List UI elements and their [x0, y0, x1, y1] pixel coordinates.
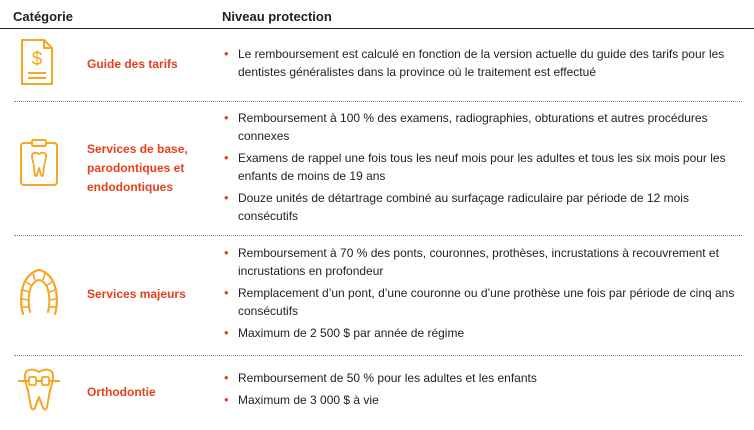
tooth-xray-icon	[19, 139, 59, 187]
row-divider	[14, 101, 742, 102]
list-item: • Examens de rappel une fois tous les neuf mois pour les adultes et tous les six mois pour les enfants de moins de 19 ans	[222, 149, 742, 185]
row-divider	[14, 235, 742, 236]
column-header-level: Niveau protection	[222, 9, 332, 24]
category-label: Guide des tarifs	[87, 57, 178, 71]
list-item: • Remboursement à 100 % des examens, radiographies, obturations et autres procédures connexes	[222, 109, 742, 145]
list-item: • Remplacement d’un pont, d’une couronne ou d’une prothèse une fois par période de cinq ans consécutifs	[222, 284, 742, 320]
dental-arch-icon	[17, 268, 61, 318]
list-item: • Douze unités de détartrage combiné au surfaçage radiculaire par période de 12 mois consécutifs	[222, 189, 742, 225]
tooth-braces-icon	[17, 364, 61, 412]
list-item: • Maximum de 2 500 $ par année de régime	[222, 324, 742, 342]
coverage-list	[222, 109, 742, 229]
category-label: Services majeurs	[87, 287, 186, 301]
column-header-category: Catégorie	[13, 9, 73, 24]
svg-text:$: $	[31, 49, 43, 70]
list-item: • Remboursement à 70 % des ponts, couronnes, prothèses, incrustations à recouvrement et incrustations en profondeur	[222, 244, 742, 280]
coverage-list	[222, 244, 742, 346]
row-divider	[14, 355, 742, 356]
list-item: • Remboursement de 50 % pour les adultes et les enfants	[222, 369, 742, 387]
fee-guide-document-icon	[20, 38, 54, 86]
coverage-list	[222, 45, 742, 85]
category-label: Orthodontie	[87, 385, 156, 399]
coverage-list	[222, 369, 742, 413]
list-item: • Maximum de 3 000 $ à vie	[222, 391, 742, 409]
category-label: Services de base, parodontiques et endodontiques	[87, 142, 188, 194]
list-item: • Le remboursement est calculé en fonction de la version actuelle du guide des tarifs pour les dentistes généralistes dans la province où le traitement est effectué	[222, 45, 742, 81]
table-header	[0, 0, 754, 29]
